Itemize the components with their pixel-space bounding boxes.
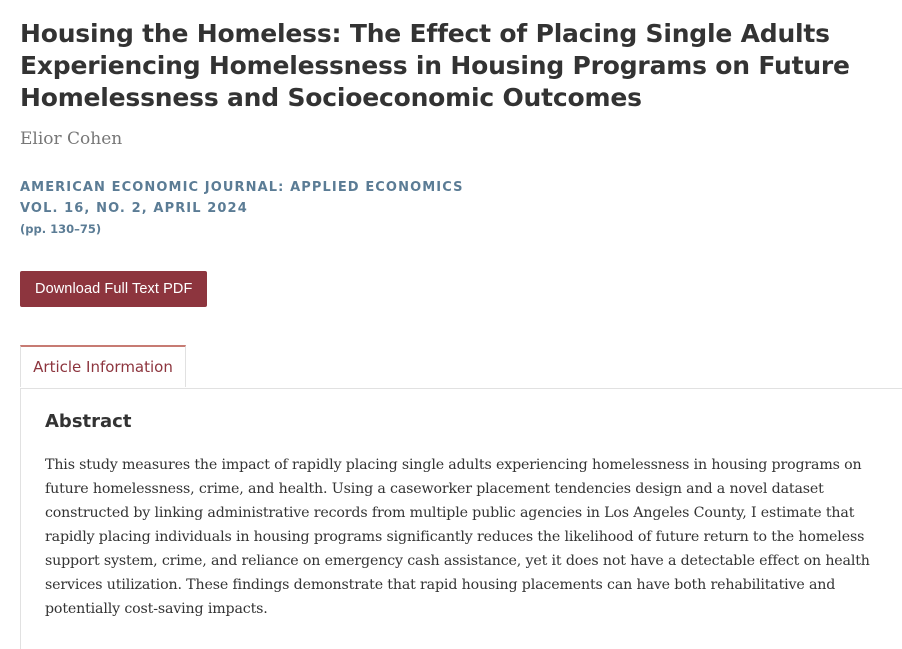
download-pdf-button[interactable]: Download Full Text PDF	[20, 271, 207, 307]
journal-name[interactable]: AMERICAN ECONOMIC JOURNAL: APPLIED ECONOMICS	[20, 180, 464, 195]
article-author[interactable]: Elior Cohen	[20, 129, 123, 149]
journal-pages: (pp. 130–75)	[20, 222, 102, 236]
article-title: Housing the Homeless: The Effect of Placing Single Adults Experiencing Homelessness in Housing Programs on Future Homelessness and Socioeconomic Outcomes	[20, 19, 850, 112]
tab-article-information[interactable]: Article Information	[20, 345, 186, 387]
abstract-text: This study measures the impact of rapidly placing single adults experiencing homelessness in housing programs on future homelessness, crime, and health. Using a caseworker placement tendencies design and a novel dataset constructed by linking administrative records from multiple public agencies in Los Angeles County, I estimate that rapidly placing individuals in housing programs significantly reduces the likelihood of future return to the homeless support system, crime, and reliance on emergency cash assistance, yet it does not have a detectable effect on health services utilization. These findings demonstrate that rapid housing placements can have both rehabilitative and potentially cost-saving impacts.	[45, 457, 870, 617]
article-page	[20, 18, 902, 617]
abstract-heading: Abstract	[45, 411, 132, 432]
journal-info	[20, 177, 902, 240]
article-information-panel	[20, 389, 902, 649]
article-tabs	[20, 345, 902, 389]
journal-volume[interactable]: VOL. 16, NO. 2, APRIL 2024	[20, 201, 248, 216]
